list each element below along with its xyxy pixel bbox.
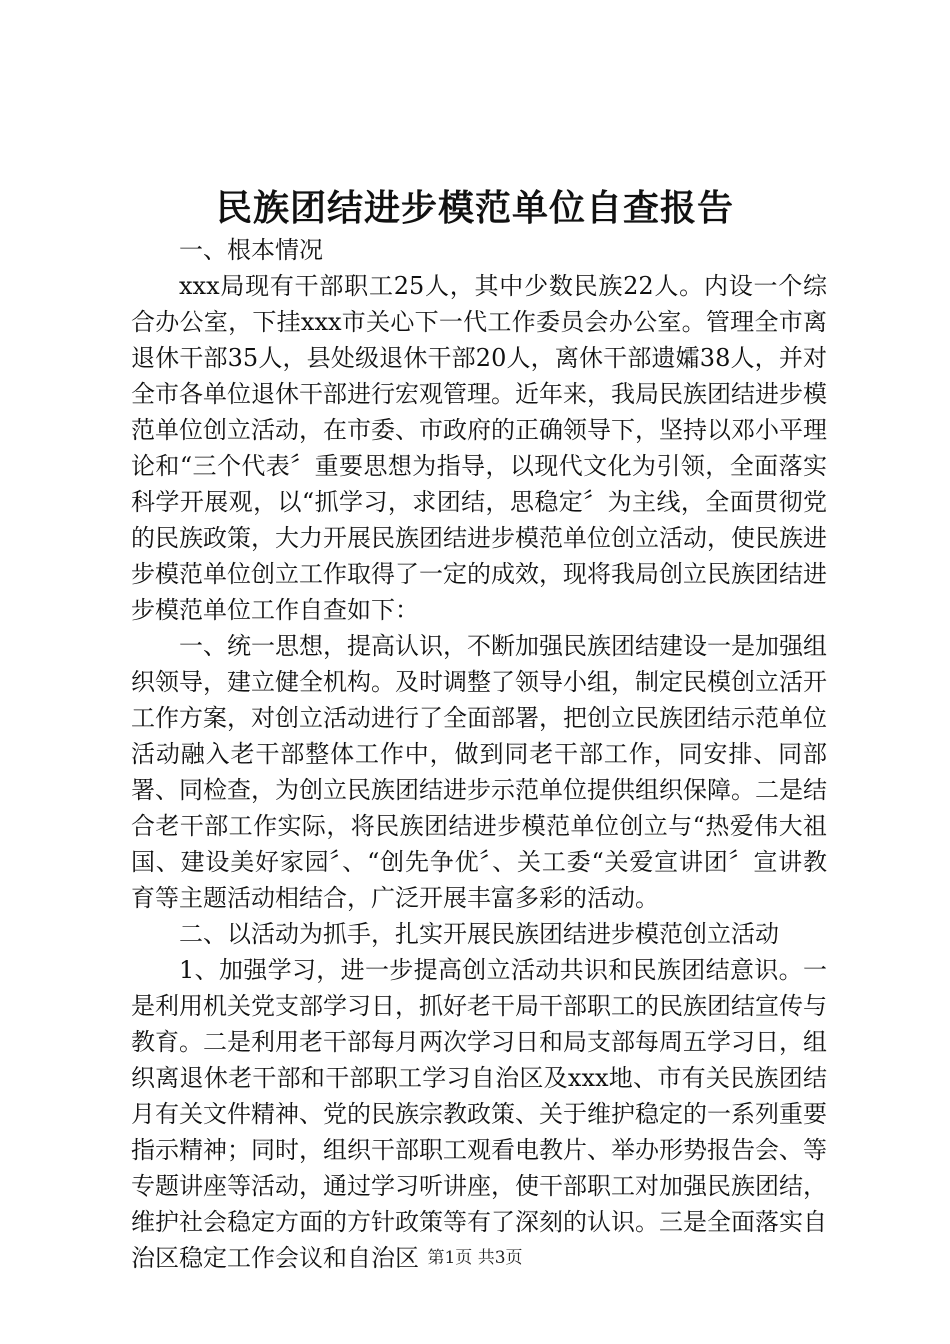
paragraph-unify-thinking: 一、统一思想，提高认识，不断加强民族团结建设一是加强组织领导，建立健全机构。及时调整了领导小组，制定民模创立活开工作方案，对创立活动进行了全面部署，把创立民族团结示范单位活动融入老干部整体工作中，做到同老干部工作，同安排、同部署、同检查，为创立民族团结进步示范单位提供组织保障。二是结合老干部工作实际，将民族团结进步模范单位创立与“热爱伟大祖国、建设美好家园〞、“创先争优〞、关工委“关爱宣讲团〞宣讲教育等主题活动相结合，广泛开展丰富多彩的活动。 — [131, 632, 827, 912]
page-number-footer: 第1页 共3页 — [427, 1248, 523, 1268]
document-body — [131, 232, 827, 1276]
document-title: 民族团结进步模范单位自查报告 — [215, 187, 734, 229]
paragraph-strengthen-study: 1、加强学习，进一步提高创立活动共识和民族团结意识。一是利用机关党支部学习日，抓好老干局干部职工的民族团结宣传与教育。二是利用老干部每月两次学习日和局支部每周五学习日，组织离退休老干部和干部职工学习自治区及xxx地、市有关民族团结月有关文件精神、党的民族宗教政策、关于维护稳定的一系列重要指示精神；同时，组织干部职工观看电教片、举办形势报告会、等专题讲座等活动，通过学习听讲座，使干部职工对加强民族团结，维护社会稳定方面的方针政策等有了深刻的认识。三是全面落实自治区稳定工作会议和自治区 — [131, 956, 827, 1272]
paragraph-overview: xxx局现有干部职工25人，其中少数民族22人。内设一个综合办公室，下挂xxx市关心下一代工作委员会办公室。管理全市离退休干部35人，县处级退休干部20人，离休干部遗孀38人，并对全市各单位退休干部进行宏观管理。近年来，我局民族团结进步模范单位创立活动，在市委、市政府的正确领导下，坚持以邓小平理论和“三个代表〞重要思想为指导，以现代文化为引领，全面落实科学开展观，以“抓学习，求团结，思稳定〞为主线，全面贯彻党的民族政策，大力开展民族团结进步模范单位创立活动，使民族进步模范单位创立工作取得了一定的成效，现将我局创立民族团结进步模范单位工作自查如下： — [131, 272, 827, 624]
section-heading-basic-situation: 一、根本情况 — [179, 236, 323, 264]
section-heading-activities: 二、以活动为抓手，扎实开展民族团结进步模范创立活动 — [179, 920, 779, 948]
